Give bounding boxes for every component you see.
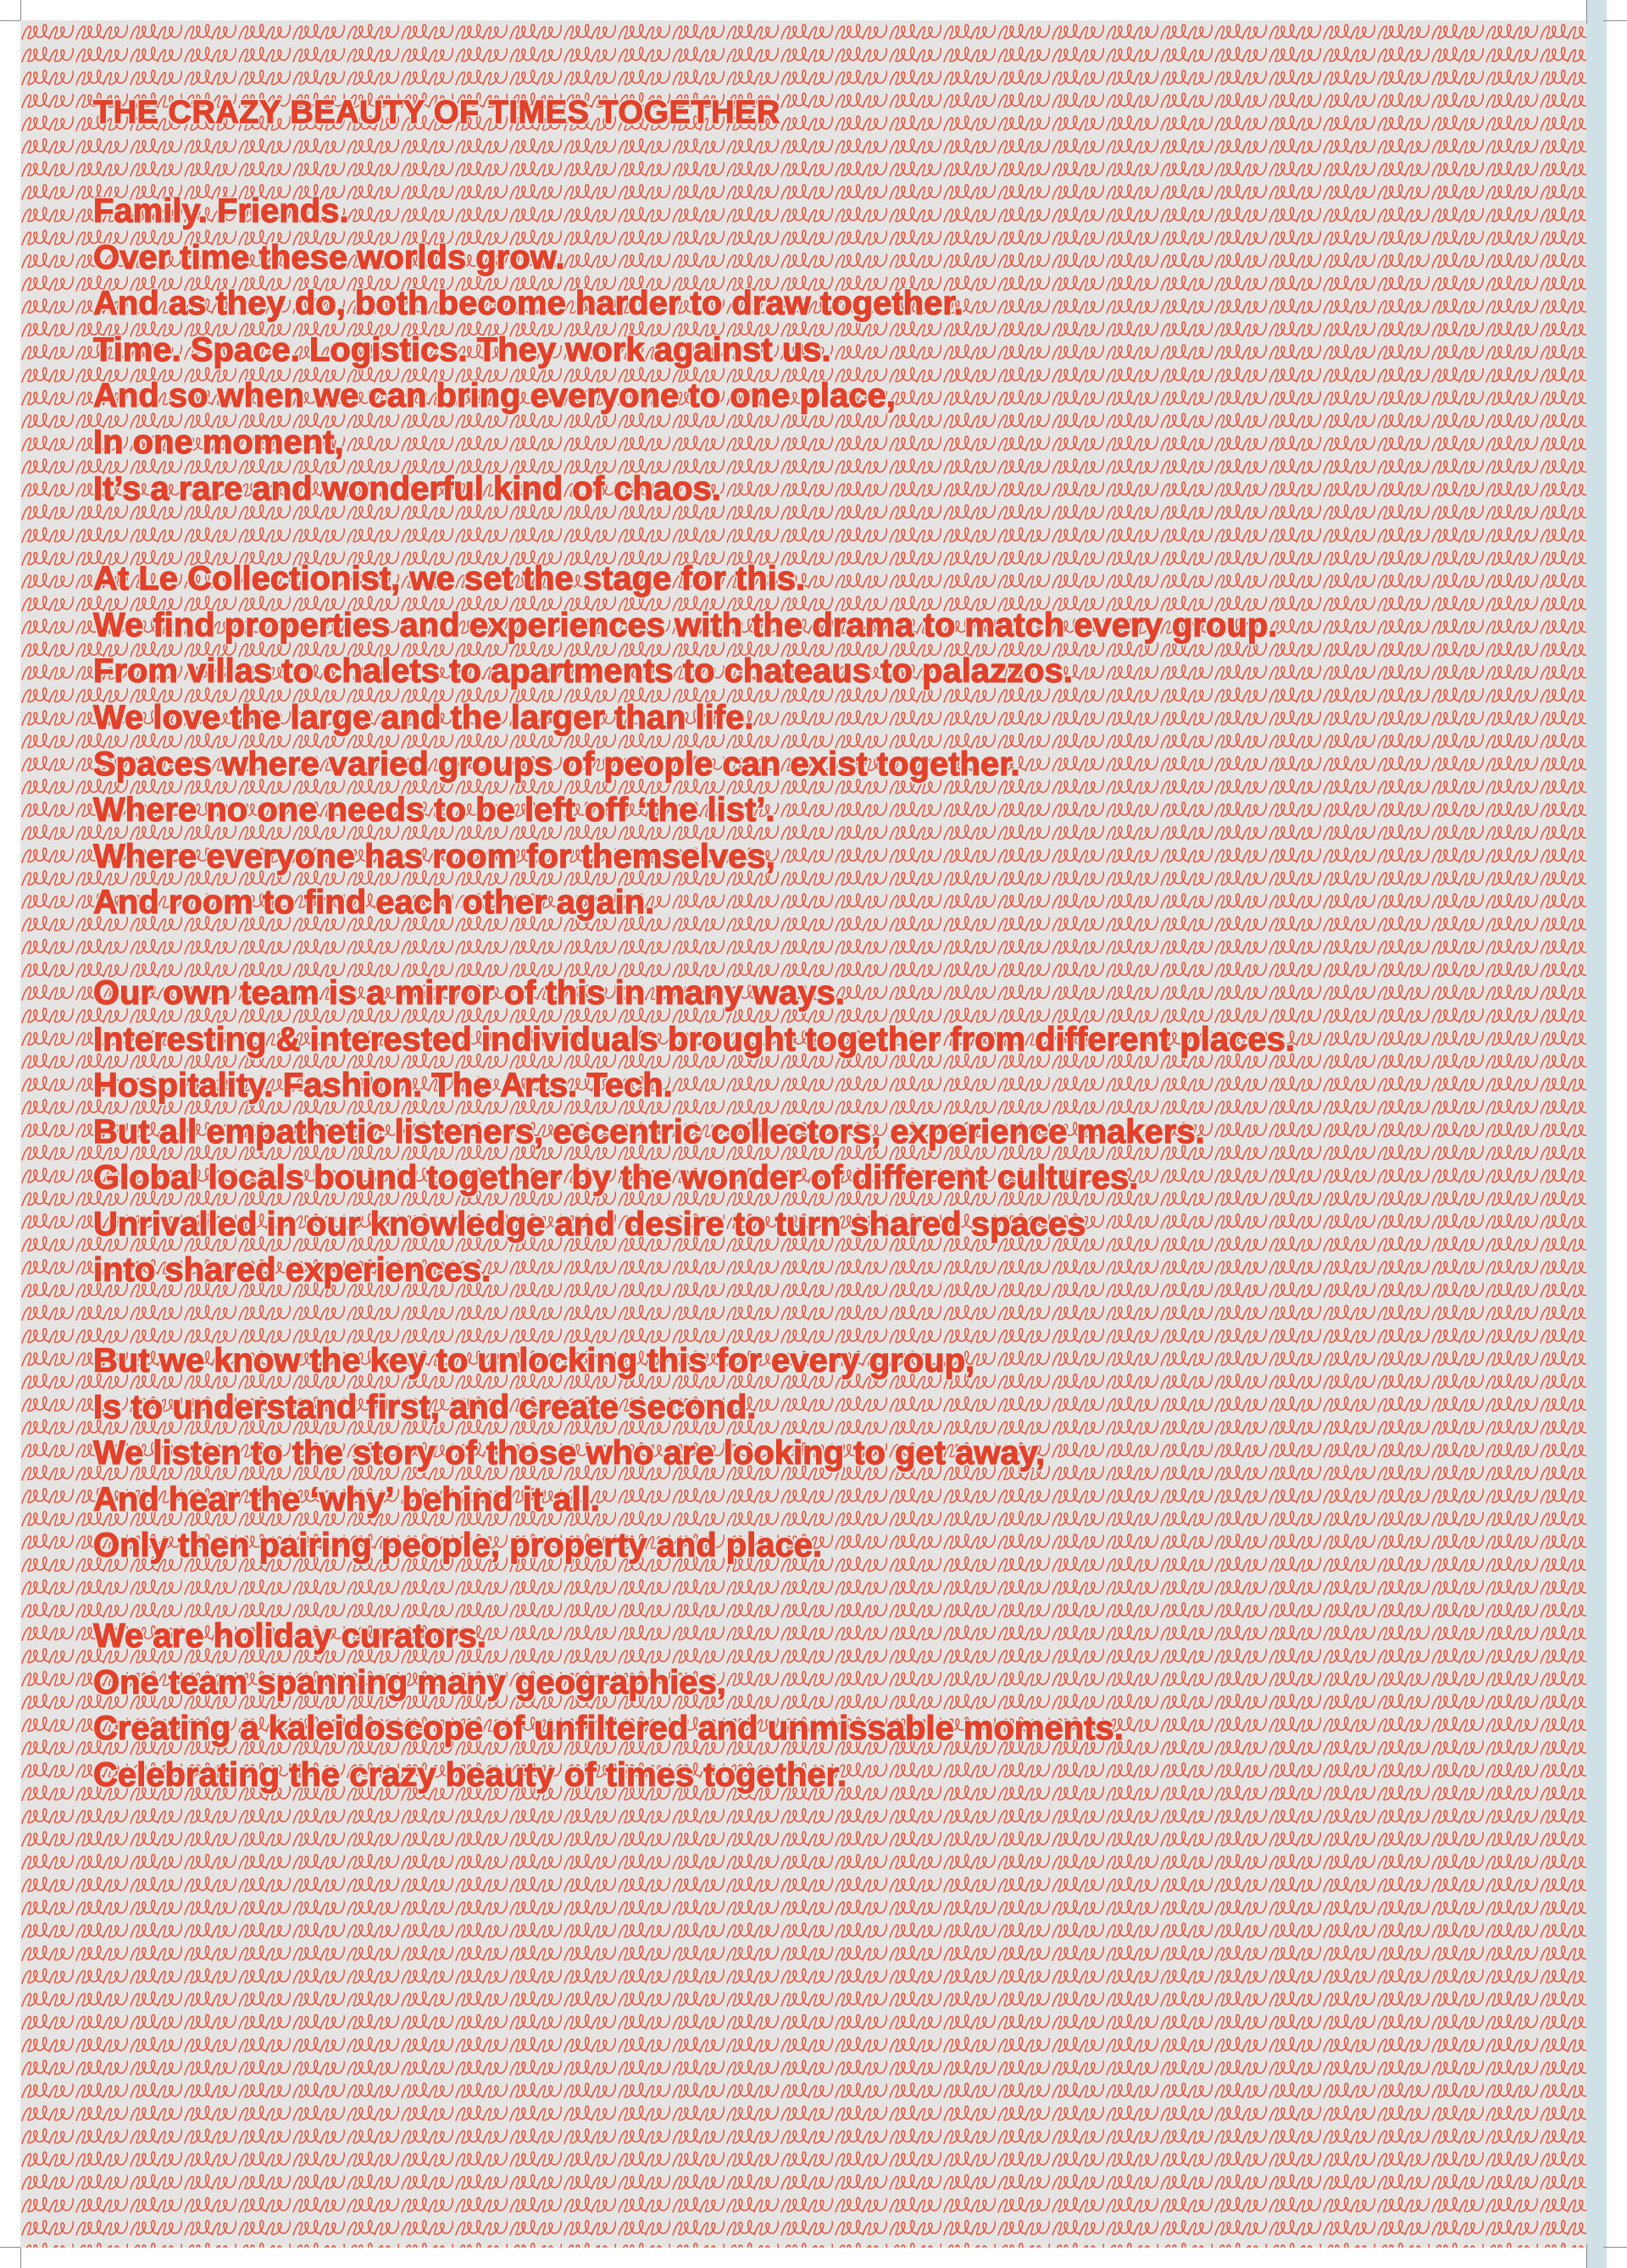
- crop-mark-right-bottom: [1603, 2247, 1627, 2248]
- text-line: Our own team is a mirror of this in many ways.: [93, 973, 845, 1012]
- stanza-family-friends: [93, 188, 1534, 512]
- text-line: We are holiday curators.: [93, 1617, 486, 1655]
- text-line: One team spanning many geographies,: [93, 1663, 726, 1701]
- text-line: But all empathetic listeners, eccentric collectors, experience makers.: [93, 1112, 1205, 1151]
- text-line: But we know the key to unlocking this for every group,: [93, 1342, 975, 1380]
- manifesto-copy: [93, 91, 1534, 1842]
- text-line: Global locals bound together by the wonder of different cultures.: [93, 1159, 1139, 1197]
- text-line: Where no one needs to be left off ‘the list’.: [93, 791, 775, 829]
- text-line: From villas to chalets to apartments to chateaus to palazzos.: [93, 652, 1073, 690]
- bleed-strip: [1586, 0, 1607, 2268]
- text-line: Only then pairing people, property and place.: [93, 1527, 823, 1565]
- text-line: And as they do, both become harder to draw together.: [93, 285, 963, 323]
- crop-mark-right-top: [1603, 20, 1627, 21]
- text-line: Over time these worlds grow.: [93, 238, 565, 276]
- text-line: Where everyone has room for themselves,: [93, 837, 775, 875]
- text-line: And hear the ‘why’ behind it all.: [93, 1480, 600, 1518]
- text-line: Creating a kaleidoscope of unfiltered and unmissable moments.: [93, 1710, 1124, 1748]
- page-title: THE CRAZY BEAUTY OF TIMES TOGETHER: [93, 95, 780, 130]
- crop-mark-top-right: [1586, 0, 1587, 24]
- text-line: We listen to the story of those who are looking to get away,: [93, 1434, 1046, 1472]
- text-line: Time. Space. Logistics. They work against us.: [93, 330, 831, 369]
- crop-mark-bottom-left: [20, 2244, 21, 2268]
- text-line: Interesting & interested individuals brought together from different places.: [93, 1020, 1295, 1058]
- text-line: into shared experiences.: [93, 1251, 491, 1289]
- text-line: And room to find each other again.: [93, 884, 655, 922]
- text-line: It’s a rare and wonderful kind of chaos.: [93, 469, 721, 507]
- text-line: And so when we can bring everyone to one place,: [93, 377, 896, 415]
- text-line: In one moment,: [93, 423, 344, 461]
- stanza-le-collectionist: [93, 556, 1534, 926]
- stanza-holiday-curators: [93, 1613, 1534, 1798]
- text-line: Celebrating the crazy beauty of times together.: [93, 1755, 847, 1794]
- page-sheet: [20, 20, 1586, 2248]
- text-line: We love the large and the larger than life.: [93, 698, 754, 736]
- text-line: Family. Friends.: [93, 192, 349, 230]
- text-line: We find properties and experiences with the drama to match every group.: [93, 606, 1278, 644]
- stanza-understand-first: [93, 1338, 1534, 1569]
- text-line: Unrivalled in our knowledge and desire to turn shared spaces: [93, 1205, 1086, 1243]
- text-line: Hospitality. Fashion. The Arts. Tech.: [93, 1067, 673, 1105]
- text-line: Is to understand first, and create second.: [93, 1388, 757, 1426]
- stanza-our-team: [93, 970, 1534, 1294]
- crop-mark-bottom-right: [1586, 2244, 1587, 2268]
- text-line: Spaces where varied groups of people can exist together.: [93, 745, 1020, 783]
- text-line: At Le Collectionist, we set the stage for this.: [93, 560, 806, 598]
